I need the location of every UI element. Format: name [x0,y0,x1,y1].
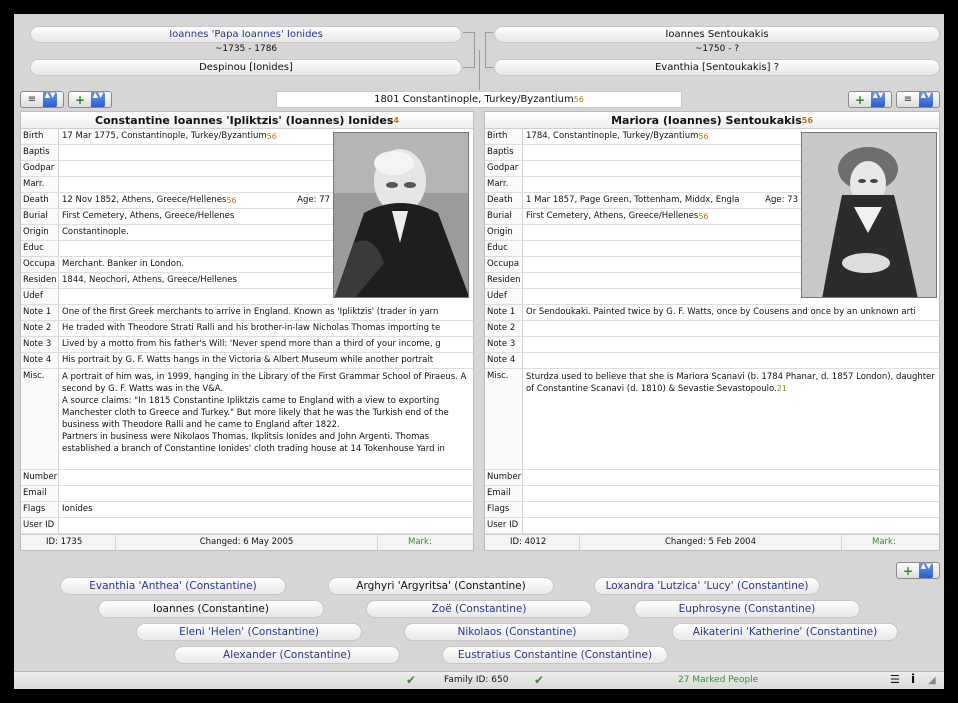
wife-field-row [485,209,801,225]
wife-field-value[interactable] [523,129,801,144]
wife-field-value-text: Or Sendoukaki. Painted twice by G. F. Watts, once by Cousens and once by an unknown arti [526,307,916,317]
husband-field-label: User ID [21,518,59,533]
wife-field-row [485,337,939,353]
child-button[interactable]: Evanthia 'Anthea' (Constantine) [60,577,286,595]
list-view-icon[interactable]: ☰ [890,673,900,686]
chevron-updown-icon: ▲▼ [871,92,885,107]
child-button[interactable]: Aikaterini 'Katherine' (Constantine) [672,623,898,641]
wife-field-value[interactable] [523,209,801,224]
husband-field-row [21,502,473,518]
wife-field-label: Note 4 [485,353,523,368]
husband-field-row [21,225,333,241]
add-child-popup[interactable] [896,562,940,579]
husband-field-value[interactable] [59,145,333,160]
husband-field-value[interactable] [59,161,333,176]
wife-footer [485,534,939,550]
wife-field-value[interactable] [523,193,753,208]
chevron-updown-icon: ▲▼ [919,563,933,578]
husband-field-row [21,145,333,161]
husband-field-label: Death [21,193,59,208]
wife-field-row [485,289,801,305]
husband-field-label: Burial [21,209,59,224]
wife-field-label: Residen [485,273,523,288]
husband-field-value[interactable] [59,225,333,240]
wife-mark[interactable]: Mark: [872,537,896,547]
husband-portrait[interactable] [333,132,469,298]
husband-field-row [21,193,333,209]
wife-menu-popup[interactable] [896,91,940,108]
wife-field-value[interactable] [523,145,801,160]
marriage-text: 1801 Constantinople, Turkey/Byzantium [374,94,574,105]
husband-field-value-text: One of the first Greek merchants to arrive in England. Known as 'Ipliktzis' (trader in yarn [62,307,439,317]
add-icon: + [902,563,914,578]
wife-field-label: Number [485,470,523,485]
marked-people[interactable]: 27 Marked People [678,675,759,685]
husband-field-value-text: Merchant. Banker in London. [62,259,185,269]
husband-field-value[interactable] [59,337,473,352]
wife-field-row [485,470,939,486]
husband-mark[interactable]: Mark: [408,537,432,547]
husband-field-value[interactable]: Ionides [62,504,93,514]
wife-field-label: Udef [485,289,523,304]
husband-field-label: Baptis [21,145,59,160]
husband-mother-button[interactable]: Despinou [Ionides] [30,59,462,76]
husband-field-value[interactable] [59,129,333,144]
husband-portrait-image [334,133,469,298]
child-button[interactable]: Loxandra 'Lutzica' 'Lucy' (Constantine) [594,577,820,595]
wife-field-value-text: 1784, Constantinople, Turkey/Byzantium [526,131,699,141]
husband-field-value[interactable] [59,177,333,192]
husband-field-value[interactable] [59,289,333,304]
wife-field-value[interactable] [523,337,939,352]
marriage-source[interactable]: 56 [573,95,584,104]
wife-panel [484,111,940,551]
wife-name-text: Mariora (Ioannes) Sentoukakis [611,114,802,127]
wife-field-value[interactable] [523,241,801,256]
wife-misc-value[interactable] [523,369,939,469]
wife-mother-button[interactable]: Evanthia [Sentoukakis] ? [494,59,940,76]
add-icon: + [854,92,866,107]
husband-field-value[interactable] [59,486,473,501]
wife-field-value[interactable] [523,321,939,336]
wife-field-label: Baptis [485,145,523,160]
child-button[interactable]: Ioannes (Constantine) [98,600,324,618]
wife-field-value[interactable] [523,289,801,304]
wife-field-value-text: 1 Mar 1857, Page Green, Tottenham, Middx, Engla [526,195,740,205]
child-button[interactable]: Nikolaos (Constantine) [404,623,630,641]
husband-field-value-text: Constantinople. [62,227,129,237]
husband-misc-text: A portrait of him was, in 1999, hanging in the Library of the First Grammar School of Piraeus. A second by G. F. Watts was in the V&A. A source claims: "In 1815 Constantine Ipliktzis came to England with a view to exporting Manchester cloth to Greece and Turkey." But more likely that he was the Turkish end of the business with Theodore Ralli and he came to England after 1822. Partners in business were Nikolaos Thomas, Ikplitsis Ionides and John Argenti. Thomas established a branch of Constantine Ionides' cloth trading house at 14 Tokenhouse Yard in [62,372,467,454]
wife-add-popup[interactable] [848,91,892,108]
wife-field-row [485,129,801,145]
wife-changed: Changed: 5 Feb 2004 [580,535,842,550]
husband-id: ID: 1735 [21,535,116,550]
child-button[interactable]: Zoë (Constantine) [366,600,592,618]
wife-field-row [485,502,939,518]
wife-portrait-image [802,133,937,298]
husband-field-label: Email [21,486,59,501]
husband-field-value-text: He traded with Theodore Strati Ralli and his brother-in-law Nicholas Thomas importing te [62,323,441,333]
husband-father-dates: ~1735 - 1786 [214,44,278,54]
family-window [14,14,944,689]
wife-field-source[interactable]: 56 [698,132,709,141]
husband-field-row [21,129,333,145]
husband-field-row [21,305,473,321]
check-right-icon[interactable]: ✔ [534,673,545,687]
wife-field-row [485,273,801,289]
husband-field-value[interactable] [59,193,285,208]
wife-field-row [485,518,939,534]
husband-field-source[interactable]: 56 [226,196,237,205]
wife-field-row [485,177,801,193]
wife-id: ID: 4012 [485,535,580,550]
wife-field-value[interactable] [523,502,939,517]
child-button[interactable]: Euphrosyne (Constantine) [634,600,860,618]
husband-field-label: Flags [21,502,59,517]
husband-field-label: Note 3 [21,337,59,352]
husband-field-row [21,209,333,225]
child-button[interactable]: Eleni 'Helen' (Constantine) [136,623,362,641]
husband-field-value[interactable] [59,518,473,533]
add-icon: + [74,92,86,107]
wife-field-row [485,225,801,241]
husband-field-value-text: 12 Nov 1852, Athens, Greece/Hellenes [62,195,227,205]
wife-field-value[interactable] [523,486,939,501]
husband-field-value-text: 17 Mar 1775, Constantinople, Turkey/Byzantium [62,131,267,141]
husband-panel [20,111,474,551]
wife-field-label: User ID [485,518,523,533]
husband-name[interactable] [21,112,473,129]
status-bar [14,671,944,689]
husband-field-row [21,486,473,502]
husband-field-label: Godpar [21,161,59,176]
wife-age: Age: 73 [765,195,798,205]
husband-footer [21,534,473,550]
parent-bracket-left [463,32,475,68]
wife-field-label: Note 2 [485,321,523,336]
wife-field-label: Marr. [485,177,523,192]
husband-father-button[interactable]: Ioannes 'Papa Ioannes' Ionides [30,26,462,43]
wife-field-value[interactable] [523,470,939,485]
husband-misc-row [21,369,473,470]
husband-field-label: Note 4 [21,353,59,368]
husband-name-source[interactable]: 4 [393,116,399,125]
list-icon: ≡ [903,94,913,105]
wife-field-label: Origin [485,225,523,240]
wife-field-value[interactable] [523,257,801,272]
husband-menu-popup[interactable] [20,91,64,108]
husband-field-value-text: 1844, Neochori, Athens, Greece/Hellenes [62,275,237,285]
child-button[interactable]: Arghyri 'Argyritsa' (Constantine) [328,577,554,595]
wife-field-value[interactable] [523,518,939,533]
wife-field-label: Email [485,486,523,501]
husband-field-label: Birth [21,129,59,144]
husband-changed: Changed: 6 May 2005 [116,535,378,550]
husband-field-label: Residen [21,273,59,288]
wife-field-label: Educ [485,241,523,256]
husband-field-value[interactable] [59,273,333,288]
wife-field-row [485,321,939,337]
wife-field-value[interactable] [523,161,801,176]
parent-bracket-right [485,32,493,68]
wife-field-label: Birth [485,129,523,144]
husband-field-value-text: Lived by a motto from his father's Will: 'Never spend more than a third of your income, g [62,339,441,349]
marriage-field[interactable] [276,91,682,108]
husband-field-value[interactable] [59,353,473,368]
husband-field-label: Udef [21,289,59,304]
chevron-updown-icon: ▲▼ [91,92,105,107]
husband-field-label: Origin [21,225,59,240]
wife-field-row [485,145,801,161]
husband-field-row [21,321,473,337]
husband-field-row [21,353,473,369]
chevron-updown-icon: ▲▼ [43,92,57,107]
list-icon: ≡ [27,94,37,105]
husband-field-label: Number [21,470,59,485]
child-button[interactable]: Alexander (Constantine) [174,646,400,664]
husband-field-value-text: First Cemetery, Athens, Greece/Hellenes [62,211,235,221]
wife-field-row [485,193,801,209]
husband-field-row [21,470,473,486]
wife-field-value[interactable] [523,353,939,368]
husband-field-value[interactable] [59,241,333,256]
wife-field-label: Godpar [485,161,523,176]
wife-field-row [485,241,801,257]
check-left-icon[interactable]: ✔ [406,673,417,687]
husband-field-row [21,177,333,193]
husband-field-label: Marr. [21,177,59,192]
husband-field-row [21,241,333,257]
wife-field-value-text: First Cemetery, Athens, Greece/Hellenes [526,211,699,221]
husband-misc-label: Misc. [21,369,59,469]
marriage-connector [479,50,480,90]
wife-name-source[interactable]: 56 [801,116,813,125]
husband-field-value[interactable] [59,321,473,336]
husband-field-value[interactable] [59,305,473,320]
husband-field-value[interactable] [59,470,473,485]
husband-field-label: Occupa [21,257,59,272]
husband-name-text: Constantine Ioannes 'Ipliktzis' (Ioannes) Ionides [95,114,394,127]
wife-misc-text: Sturdza used to believe that she is Mariora Scanavi (b. 1784 Phanar, d. 1857 London), daughter of Constantine Scanavi (d. 1810) & Sevastie Sevastopoulo. [526,372,938,394]
husband-age: Age: 77 [297,195,330,205]
husband-field-value[interactable] [59,257,333,272]
info-icon[interactable]: i [911,672,916,686]
husband-misc-value[interactable] [59,369,473,469]
wife-field-value[interactable] [523,273,801,288]
wife-field-value[interactable] [523,177,801,192]
wife-name[interactable] [485,112,939,129]
wife-field-row [485,161,801,177]
wife-field-value[interactable] [523,225,801,240]
husband-field-row [21,273,333,289]
wife-field-label: Flags [485,502,523,517]
husband-field-value[interactable] [59,209,333,224]
husband-field-label: Note 1 [21,305,59,320]
husband-field-label: Educ [21,241,59,256]
wife-father-dates: ~1750 - ? [694,44,740,54]
wife-field-label: Occupa [485,257,523,272]
family-id: Family ID: 650 [444,675,509,685]
husband-field-row [21,161,333,177]
wife-misc-label: Misc. [485,369,523,469]
wife-portrait[interactable] [801,132,937,298]
wife-field-label: Death [485,193,523,208]
husband-field-label: Note 2 [21,321,59,336]
husband-field-source[interactable]: 56 [266,132,277,141]
wife-field-row [485,486,939,502]
wife-field-label: Burial [485,209,523,224]
husband-field-row [21,257,333,273]
resize-grip-icon[interactable]: ◢ [928,675,936,686]
wife-field-label: Note 1 [485,305,523,320]
wife-father-button[interactable]: Ioannes Sentoukakis [494,26,940,43]
husband-field-value-text: His portrait by G. F. Watts hangs in the Victoria & Albert Museum while another portrait [62,355,434,365]
husband-field-row [21,337,473,353]
husband-field-row [21,518,473,534]
wife-field-value[interactable] [523,305,939,320]
child-button[interactable]: Eustratius Constantine (Constantine) [442,646,668,664]
wife-field-row [485,353,939,369]
husband-add-popup[interactable] [68,91,112,108]
wife-misc-row [485,369,939,470]
wife-misc-source[interactable]: 21 [776,384,787,393]
wife-field-row [485,257,801,273]
chevron-updown-icon: ▲▼ [919,92,933,107]
wife-field-row [485,305,939,321]
wife-field-label: Note 3 [485,337,523,352]
wife-field-source[interactable]: 56 [698,212,709,221]
husband-field-row [21,289,333,305]
